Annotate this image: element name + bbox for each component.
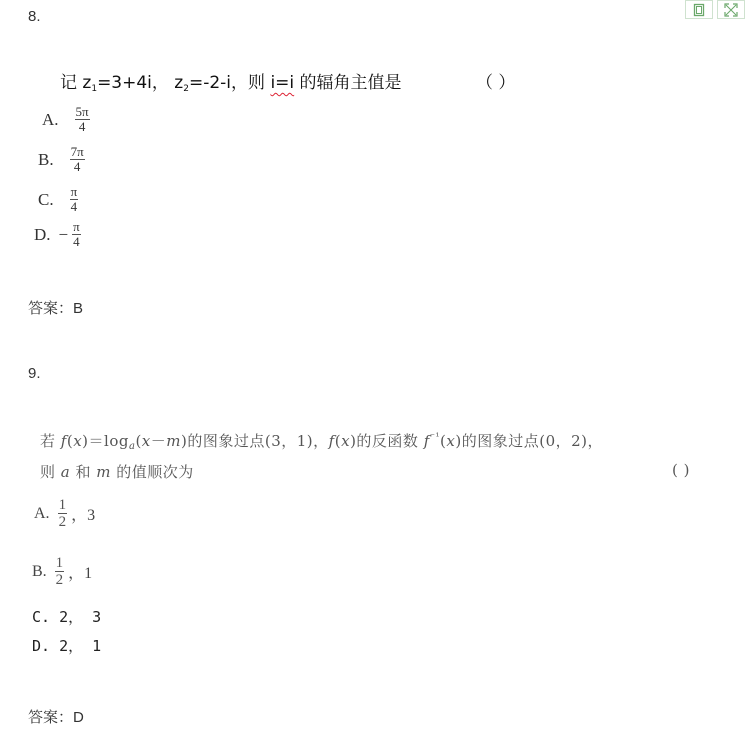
math-var: x	[446, 432, 456, 450]
math-var: m	[166, 432, 182, 450]
stem-text: 和	[70, 463, 97, 481]
math-var: a	[60, 463, 71, 481]
expand-button[interactable]	[717, 0, 745, 19]
option-label: A.	[34, 504, 50, 522]
option-label: A.	[42, 109, 59, 129]
question-stem	[60, 68, 402, 94]
stem-text: 记 z	[60, 73, 92, 93]
math-var: f	[60, 432, 67, 450]
denominator: 4	[70, 199, 78, 214]
top-toolbar	[685, 0, 745, 19]
answer-text: 答案：B	[28, 300, 84, 317]
log-base: a	[128, 441, 136, 452]
denominator: 4	[78, 119, 86, 134]
math-var: x	[341, 432, 351, 450]
option-label: B.	[38, 149, 54, 169]
option-text: 2， 1	[50, 637, 102, 655]
math-var: x	[73, 432, 83, 450]
question-number: 8.	[28, 8, 41, 25]
stem-text: )的图象过点(0，2)，	[455, 432, 604, 450]
question-stem-line2	[40, 461, 194, 482]
math-var: f	[328, 432, 335, 450]
option-label: C.	[38, 189, 54, 209]
option-a	[34, 497, 95, 530]
numerator: 5π	[75, 104, 89, 119]
option-label: B.	[32, 562, 47, 580]
denominator: 2	[58, 514, 67, 530]
stem-text: 则	[40, 463, 61, 481]
stem-text: )的反函数	[350, 432, 424, 450]
stem-text: (	[135, 432, 142, 450]
numerator: 7π	[70, 144, 84, 159]
subscript: 2	[183, 84, 189, 94]
option-label: D.	[32, 637, 51, 655]
option-rest: ，3	[71, 507, 96, 524]
fraction	[58, 497, 68, 530]
stem-text: (	[66, 432, 74, 450]
denominator: 4	[73, 159, 81, 174]
expand-icon	[724, 3, 738, 17]
stem-text: )＝log	[82, 432, 129, 450]
stem-text: =3+4i， z	[97, 73, 184, 93]
stem-text: 的辐角主值是	[294, 73, 402, 93]
math-var: m	[96, 463, 112, 481]
copy-button[interactable]	[685, 0, 713, 19]
stem-text: (	[334, 432, 342, 450]
stem-text: )的图象过点(3，1)，	[181, 432, 329, 450]
question-stem-line1	[40, 430, 603, 452]
answer-bracket: （ ）	[476, 73, 516, 93]
numerator: π	[73, 219, 80, 234]
option-rest: ，1	[68, 565, 93, 582]
copy-icon	[693, 3, 705, 17]
fraction	[75, 105, 90, 134]
option-b	[32, 555, 92, 588]
numerator: π	[70, 184, 78, 199]
stem-text: =-2-i，则	[188, 73, 271, 93]
question-number: 9.	[28, 365, 41, 382]
option-label: D.	[34, 224, 51, 244]
option-a	[42, 105, 90, 134]
answer-text: 答案：D	[28, 709, 84, 726]
denominator: 2	[55, 572, 64, 588]
option-text: 2， 3	[50, 608, 102, 626]
stem-text: 若	[40, 432, 61, 450]
denominator: 4	[73, 234, 80, 249]
option-b	[38, 145, 85, 174]
numerator: 1	[55, 555, 64, 571]
option-c	[32, 606, 101, 627]
option-label: C.	[32, 608, 51, 626]
fraction	[55, 555, 65, 588]
option-c	[38, 185, 78, 214]
fraction	[72, 220, 81, 249]
subscript: 1	[91, 84, 98, 94]
option-d	[32, 635, 101, 656]
stem-text: －	[150, 432, 167, 450]
stem-text: 的值顺次为	[111, 463, 194, 481]
fraction	[70, 145, 85, 174]
underlined-text: i=i	[270, 73, 295, 93]
answer-bracket: ( )	[672, 461, 690, 479]
stem-text: (	[440, 432, 447, 450]
fraction	[70, 185, 79, 214]
option-d	[34, 220, 81, 249]
numerator: 1	[58, 497, 67, 513]
math-var: f	[423, 432, 430, 450]
option-sign: −	[58, 224, 69, 244]
superscript: ⁻¹	[429, 432, 441, 443]
math-var: x	[141, 432, 151, 450]
